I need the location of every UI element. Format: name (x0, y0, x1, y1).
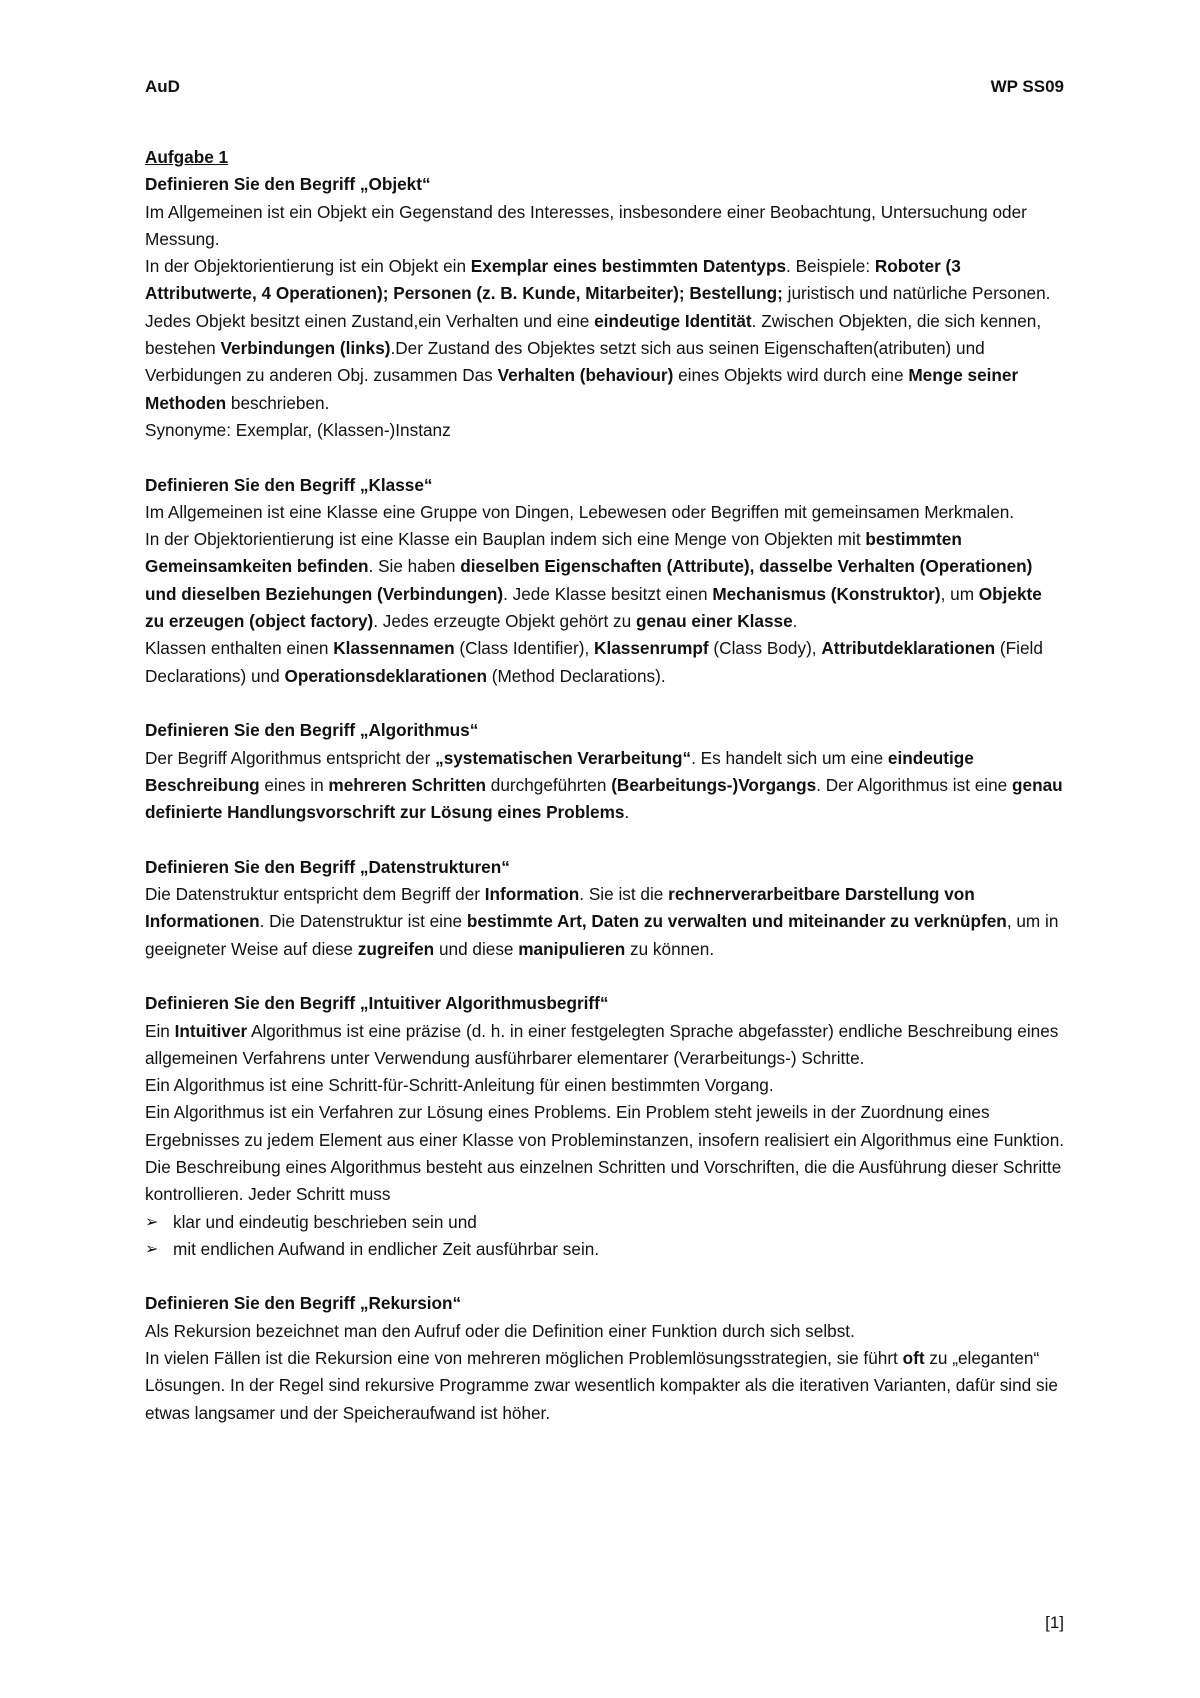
section-paragraph: Im Allgemeinen ist eine Klasse eine Gruppe von Dingen, Lebewesen oder Begriffen mit gemeinsamen Merkmalen. (145, 501, 1015, 522)
bullet-item (145, 1236, 1065, 1263)
sections-container (145, 171, 1065, 1427)
section-paragraph: Die Datenstruktur entspricht dem Begriff der Information. Sie ist die rechnerverarbeitbare Darstellung von Informationen. Die Datenstruktur ist eine bestimmte Art, Daten zu verwalten und miteinander zu verknüpfen, um in geeigneter Weise auf diese zugreifen und diese manipulieren zu können. (145, 884, 1059, 959)
bold-term: genau definierte Handlungsvorschrift zur Lösung eines Problems (145, 774, 1063, 823)
section-heading: Definieren Sie den Begriff „Rekursion“ (145, 1293, 462, 1314)
bold-term: Operationsdeklarationen (284, 665, 487, 686)
bold-term: oft (902, 1348, 925, 1369)
bold-term: zugreifen (357, 938, 435, 959)
section-paragraph: Als Rekursion bezeichnet man den Aufruf oder die Definition einer Funktion durch sich selbst. (145, 1320, 855, 1341)
section-heading: Definieren Sie den Begriff „Algorithmus“ (145, 720, 479, 741)
definition-section (145, 854, 1065, 963)
bold-term: (Bearbeitungs-)Vorgangs (611, 774, 817, 795)
bold-term: mehreren Schritten (328, 774, 487, 795)
definition-section (145, 717, 1065, 826)
task-title: Aufgabe 1 (145, 147, 229, 167)
section-spacer (145, 444, 1065, 471)
bold-term: genau einer Klasse (636, 611, 793, 632)
header-left: AuD (145, 77, 180, 96)
bold-term: Roboter (3 Attributwerte, 4 Operationen); Personen (z. B. Kunde, Mitarbeiter); Bestellung; (145, 256, 961, 304)
section-paragraph: In vielen Fällen ist die Rekursion eine von mehreren möglichen Problemlösungsstrategien, sie führt oft zu „eleganten“ Lösungen. In der Regel sind rekursive Programme zwar wesentlich kompakter als die iterativen Varianten, dafür sind sie etwas langsamer und der Speicheraufwand ist höher. (145, 1348, 1058, 1423)
bold-term: Klassennamen (333, 638, 455, 659)
section-spacer (145, 963, 1065, 990)
bold-term: rechnerverarbeitbare Darstellung von Informationen (145, 884, 975, 932)
bold-term: bestimmte Art, Daten zu verwalten und miteinander zu verknüpfen (466, 911, 1007, 932)
bold-term: dieselben Eigenschaften (Attribute), dasselbe Verhalten (Operationen) und dieselben Beziehungen (Verbindungen) (145, 556, 1033, 604)
section-heading: Definieren Sie den Begriff „Datenstrukturen“ (145, 856, 510, 877)
section-spacer (145, 826, 1065, 853)
definition-section (145, 171, 1065, 444)
bold-term: Objekte zu erzeugen (object factory) (145, 583, 1042, 632)
section-paragraph: Jedes Objekt besitzt einen Zustand,ein Verhalten und eine eindeutige Identität. Zwischen Objekten, die sich kennen, bestehen Verbindungen (links).Der Zustand des Objektes setzt sich aus seinen Eigenschaften(atributen) und Verbidungen zu anderen Obj. zusammen Das Verhalten (behaviour) eines Objekts wird durch eine Menge seiner Methoden beschrieben. (145, 310, 1042, 413)
bold-term: Intuitiver (174, 1020, 248, 1041)
section-heading: Definieren Sie den Begriff „Klasse“ (145, 474, 433, 495)
section-paragraph: In der Objektorientierung ist eine Klasse ein Bauplan indem sich eine Menge von Objekten mit bestimmten Gemeinsamkeiten befinden. Sie haben dieselben Eigenschaften (Attribute), dasselbe Verhalten (Operationen) und dieselben Beziehungen (Verbindungen). Jede Klasse besitzt einen Mechanismus (Konstruktor), um Objekte zu erzeugen (object factory). Jedes erzeugte Objekt gehört zu genau einer Klasse. (145, 529, 1042, 632)
bold-term: Verhalten (behaviour) (497, 365, 674, 386)
section-paragraph: Klassen enthalten einen Klassennamen (Class Identifier), Klassenrumpf (Class Body), Attributdeklarationen (Field Declarations) und Operationsdeklarationen (Method Declarations). (145, 638, 1043, 686)
section-paragraph: Synonyme: Exemplar, (Klassen-)Instanz (145, 419, 451, 440)
page-number: [1] (1045, 1613, 1064, 1632)
bold-term: eindeutige Beschreibung (145, 747, 974, 795)
definition-section (145, 990, 1065, 1263)
bold-term: Mechanismus (Konstruktor) (712, 583, 941, 604)
section-paragraph: Der Begriff Algorithmus entspricht der „systematischen Verarbeitung“. Es handelt sich um eine eindeutige Beschreibung eines in mehreren Schritten durchgeführten (Bearbeitungs-)Vorgangs. Der Algorithmus ist eine genau definierte Handlungsvorschrift zur Lösung eines Problems. (145, 747, 1063, 823)
bold-term: Exemplar eines bestimmten Datentyps (470, 256, 787, 277)
bold-term: bestimmten Gemeinsamkeiten befinden (145, 529, 962, 577)
section-paragraph: Ein Algorithmus ist eine Schritt-für-Schritt-Anleitung für einen bestimmten Vorgang. (145, 1075, 774, 1096)
section-paragraph: Ein Algorithmus ist ein Verfahren zur Lösung eines Problems. Ein Problem steht jeweils in der Zuordnung eines Ergebnisses zu jedem Element aus einer Klasse von Probleminstanzen, insofern realisiert ein Algorithmus eine Funktion. Die Beschreibung eines Algorithmus besteht aus einzelnen Schritten und Vorschriften, die die Ausführung dieser Schritte kontrollieren. Jeder Schritt muss (145, 1102, 1065, 1205)
document-body (145, 144, 1065, 1427)
page-header (145, 73, 1064, 101)
bullet-text: mit endlichen Aufwand in endlicher Zeit ausführbar sein. (173, 1238, 600, 1259)
section-heading: Definieren Sie den Begriff „Intuitiver Algorithmusbegriff“ (145, 993, 609, 1014)
bold-term: Menge seiner Methoden (145, 365, 1019, 413)
section-spacer (145, 1263, 1065, 1290)
bold-term: eindeutige Identität (594, 310, 752, 331)
section-paragraph: Im Allgemeinen ist ein Objekt ein Gegenstand des Interesses, insbesondere einer Beobachtung, Untersuchung oder Messung. (145, 201, 1027, 249)
bullet-text: klar und eindeutig beschrieben sein und (173, 1211, 477, 1232)
bold-term: „systematischen Verarbeitung“ (435, 747, 692, 768)
definition-section (145, 1290, 1065, 1426)
bold-term: Verbindungen (links) (220, 338, 391, 359)
header-right: WP SS09 (990, 77, 1064, 96)
arrow-bullet-icon: ➢ (145, 1213, 159, 1231)
section-paragraph: In der Objektorientierung ist ein Objekt ein Exemplar eines bestimmten Datentyps. Beispiele: Roboter (3 Attributwerte, 4 Operationen); Personen (z. B. Kunde, Mitarbeiter); Bestellung; juristisch und natürliche Personen. (145, 256, 1051, 304)
definition-section (145, 472, 1065, 690)
bullet-item (145, 1209, 1065, 1236)
section-paragraph: Ein Intuitiver Algorithmus ist eine präzise (d. h. in einer festgelegten Sprache abgefasster) endliche Beschreibung eines allgemeinen Verfahrens unter Verwendung ausführbarer elementarer (Verarbeitungs-) Schritte. (145, 1020, 1059, 1068)
section-heading: Definieren Sie den Begriff „Objekt“ (145, 174, 431, 195)
bold-term: Attributdeklarationen (821, 638, 996, 659)
bullet-list (145, 1209, 1065, 1264)
section-spacer (145, 690, 1065, 717)
arrow-bullet-icon: ➢ (145, 1240, 159, 1258)
bold-term: Information (484, 884, 580, 905)
bold-term: Klassenrumpf (594, 638, 709, 659)
bold-term: manipulieren (518, 938, 626, 959)
